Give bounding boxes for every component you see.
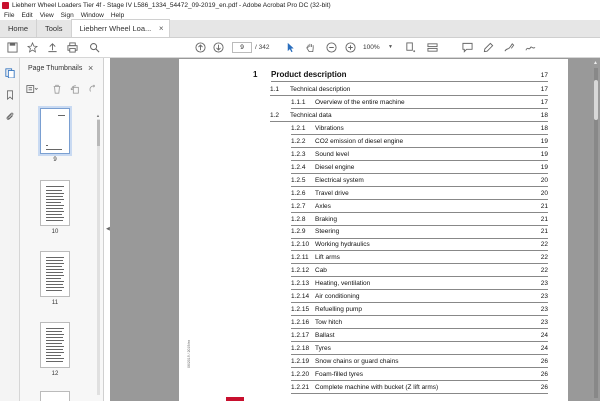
toc-entry[interactable] [179,265,568,278]
toc-entry-title: Complete machine with bucket (Z lift arms) [315,383,439,391]
thumbnail-image [40,391,70,401]
toc-entry-title: Overview of the entire machine [315,98,405,106]
toc-entry-title: Electrical system [315,176,364,184]
toc-entry-page: 17 [540,71,548,79]
toc-entry[interactable] [179,122,568,135]
window-title: Liebherr Wheel Loaders Tier 4f - Stage IV L586_1334_54472_09-2019_en.pdf - Adobe Acrobat Pro DC (32-bit) [12,1,331,9]
toc-entry-page: 22 [540,254,548,262]
toc-entry-number: 1.2.8 [291,215,306,223]
toc-entry-title: Braking [315,215,338,223]
toc-entry-number: 1.2.18 [291,345,310,352]
toc-entry-number: 1.2.11 [291,254,309,262]
close-panel-icon[interactable]: × [88,63,94,73]
toc-entry-title: Axles [315,202,331,210]
menu-file[interactable]: File [4,11,15,19]
next-page-icon[interactable] [212,41,225,54]
toc-entry[interactable] [179,69,568,82]
menu-sign[interactable]: Sign [60,11,74,19]
toc-entry-page: 23 [540,319,548,327]
toc-entry-title: Cab [315,267,327,275]
toc-entry-number: 1.2.21 [291,383,310,391]
toc-entry-page: 19 [540,150,548,158]
toc-entry-title: Air conditioning [315,293,360,301]
toc-entry-page: 18 [540,111,548,119]
page-margin-stamp: 06/2019 / 2019/en [187,339,191,368]
toc-entry-title: Tow hitch [315,319,343,327]
toc-entry[interactable] [179,291,568,304]
scroll-track[interactable] [97,119,100,395]
toc-entry-title: Travel drive [315,189,349,197]
toc-entry-page: 20 [540,176,548,184]
page-thumbnails-panel [20,58,104,401]
search-icon[interactable] [88,41,101,54]
toc-entry-page: 26 [540,383,548,391]
tab-document-label: Liebherr Wheel Loa... [79,24,152,33]
toc-entry-page: 17 [540,86,548,93]
menu-help[interactable]: Help [110,11,125,19]
toc-entry-title: CO2 emission of diesel engine [315,137,404,145]
toc-entry-page: 21 [540,202,548,210]
toc-entry-title: Working hydraulics [315,241,370,249]
toc-entry[interactable] [179,96,568,109]
pdf-page[interactable] [179,59,568,401]
thumbnail-page-11[interactable] [37,251,73,306]
page-layout-icon[interactable] [426,41,439,54]
toc-entry[interactable] [179,135,568,148]
thumbnail-image [40,322,70,368]
thumbnail-tools [26,82,96,96]
menu-window[interactable]: Window [80,11,104,19]
tab-document[interactable] [72,19,170,37]
toc-entry-number: 1.2.19 [291,357,310,365]
toc-entry-number: 1.1.1 [291,98,306,106]
toc-entry[interactable] [179,226,568,239]
thumbnail-page-12[interactable] [37,322,73,377]
toc-entry-page: 19 [540,163,548,171]
tab-bar [0,20,600,38]
toc-entry-title: Steering [315,228,340,236]
select-arrow-icon[interactable] [284,41,297,54]
hand-tool-icon[interactable] [304,41,317,54]
toc-entry-number: 1.2 [270,111,280,119]
toc-entry[interactable] [179,200,568,213]
bottom-accent-bar [226,397,244,401]
toc-entry-number: 1.2.20 [291,370,310,378]
thumbnail-image [40,180,70,226]
zoom-out-icon[interactable] [325,41,338,54]
collapse-panel-chevron-icon[interactable]: ◀ [106,226,110,232]
toc-entry-title: Ballast [315,332,335,340]
toc-entry[interactable] [179,109,568,122]
page-count: / 342 [255,44,270,51]
toc-entry[interactable] [179,213,568,226]
toc-entry[interactable] [179,368,568,381]
thumbnail-page-13[interactable] [37,391,73,401]
page-thumbnails-icon[interactable] [4,67,16,79]
toc-entry[interactable] [179,174,568,187]
toc-entry[interactable] [179,304,568,317]
toc-entry-page: 23 [540,306,548,314]
toc-entry-number: 1.2.10 [291,241,310,249]
tab-home[interactable]: Home [0,19,37,37]
scroll-thumb[interactable] [594,80,598,120]
toc-entry[interactable] [179,317,568,330]
toc-entry-page: 23 [540,280,548,288]
rotate-clockwise-icon[interactable] [88,84,98,95]
thumbnail-image [40,108,70,154]
toc-entry-page: 21 [540,228,548,236]
toc-entry-page: 22 [540,267,548,275]
thumbnail-page-9[interactable] [37,108,73,163]
thumbnail-label: 11 [51,300,59,306]
toc-entry-title: Technical description [290,86,351,93]
toc-entry-page: 24 [540,332,548,340]
sign-icon[interactable] [524,41,537,54]
toc-entry-title: Foam-filled tyres [315,370,364,378]
toc-entry-title: Heating, ventilation [315,280,371,288]
toc-entry[interactable] [179,278,568,291]
zoom-dropdown-chevron-icon[interactable]: ▼ [388,44,393,50]
toc-entry-title: Vibrations [315,124,344,132]
toc-entry[interactable] [179,148,568,161]
toc-entry-page: 23 [540,293,548,301]
toc-entry-number: 1.2.1 [291,124,306,132]
toc-entry[interactable] [179,330,568,343]
toc-entry[interactable] [179,187,568,200]
thumbnail-image [40,251,70,297]
toc-entry[interactable] [179,381,568,394]
toc-entry-title: Sound level [315,150,349,158]
toc-entry-number: 1.2.16 [291,319,310,327]
toc-entry-number: 1.2.5 [291,176,306,184]
comment-icon[interactable] [461,41,474,54]
toc-entry-number: 1.2.2 [291,137,306,145]
page-number-input[interactable]: 9 [232,42,252,53]
toc-entry-number: 1.2.13 [291,280,310,288]
toc-entry-title: Refuelling pump [315,306,362,314]
toc-entry[interactable] [179,239,568,252]
toc-entry-number: 1.2.6 [291,189,306,197]
toc-entry-underline [291,393,548,394]
toc-entry-title: Lift arms [315,254,340,262]
print-icon[interactable] [66,41,79,54]
left-navigation-rail [0,58,20,401]
toc-entry[interactable] [179,252,568,265]
toc-entry-title: Technical data [290,111,332,119]
draw-tool-icon[interactable] [503,41,516,54]
scroll-up-icon[interactable]: ▲ [593,60,598,66]
zoom-level[interactable]: 100% [363,44,380,51]
toc-entry-page: 19 [540,137,548,145]
toc-entry-number: 1.1 [270,86,280,93]
toc-entry-number: 1.2.9 [291,228,306,236]
toc-entry-page: 18 [540,124,548,132]
toc-entry-page: 26 [540,357,548,365]
toc-entry-page: 26 [540,370,548,378]
toc-entry-number: 1.2.15 [291,306,310,314]
options-menu-icon[interactable] [26,84,38,95]
toc-entry-title: Tyres [315,345,331,352]
toc-entry-number: 1.2.17 [291,332,310,340]
toc-entry[interactable] [179,343,568,356]
title-bar [0,0,600,10]
toc-entry-underline [271,81,548,82]
save-icon[interactable] [6,41,19,54]
toc-entry[interactable] [179,355,568,368]
panel-title: Page Thumbnails [28,65,83,72]
toc-entry-page: 21 [540,215,548,223]
toc-entry-page: 24 [540,345,548,352]
scroll-up-icon[interactable]: ▲ [96,113,100,118]
tab-tools[interactable]: Tools [37,19,72,37]
menu-edit[interactable]: Edit [21,11,33,19]
toc-entry-title: Product description [271,70,347,79]
thumbnail-label: 10 [51,229,59,235]
close-tab-icon[interactable]: × [158,24,164,33]
toc-entry-number: 1.2.3 [291,150,306,158]
toc-entry-number: 1.2.12 [291,267,310,275]
upload-icon[interactable] [46,41,59,54]
toc-entry-page: 20 [540,189,548,197]
document-scrollbar[interactable] [592,58,600,401]
attachments-paperclip-icon[interactable] [4,110,16,122]
bookmark-star-icon[interactable] [26,41,39,54]
acrobat-app-icon [2,2,9,9]
rotate-counterclockwise-icon[interactable] [70,84,80,95]
toc-entry-page: 22 [540,241,548,249]
toc-entry-number: 1.2.7 [291,202,306,210]
thumbnail-label: 12 [51,371,59,377]
toc-entry[interactable] [179,161,568,174]
toc-entry-number: 1.2.14 [291,293,310,301]
zoom-in-icon[interactable] [344,41,357,54]
toc-entry-page: 17 [540,98,548,106]
bookmarks-icon[interactable] [4,89,16,101]
main-toolbar [0,38,600,58]
previous-page-icon[interactable] [194,41,207,54]
highlight-pen-icon[interactable] [482,41,495,54]
delete-page-icon[interactable] [52,84,62,95]
thumbnail-page-10[interactable] [37,180,73,235]
toc-entry-number: 1.2.4 [291,163,306,171]
thumbnail-scrollbar[interactable] [96,113,101,401]
page-fit-icon[interactable] [404,41,417,54]
toc-entry-title: Diesel engine [315,163,355,171]
scroll-thumb[interactable] [97,120,100,146]
menu-view[interactable]: View [39,11,54,19]
toc-entry-number: 1 [253,70,258,79]
thumbnail-label: 9 [53,157,57,163]
toc-entry[interactable] [179,84,568,97]
toc-entry-title: Snow chains or guard chains [315,357,399,365]
